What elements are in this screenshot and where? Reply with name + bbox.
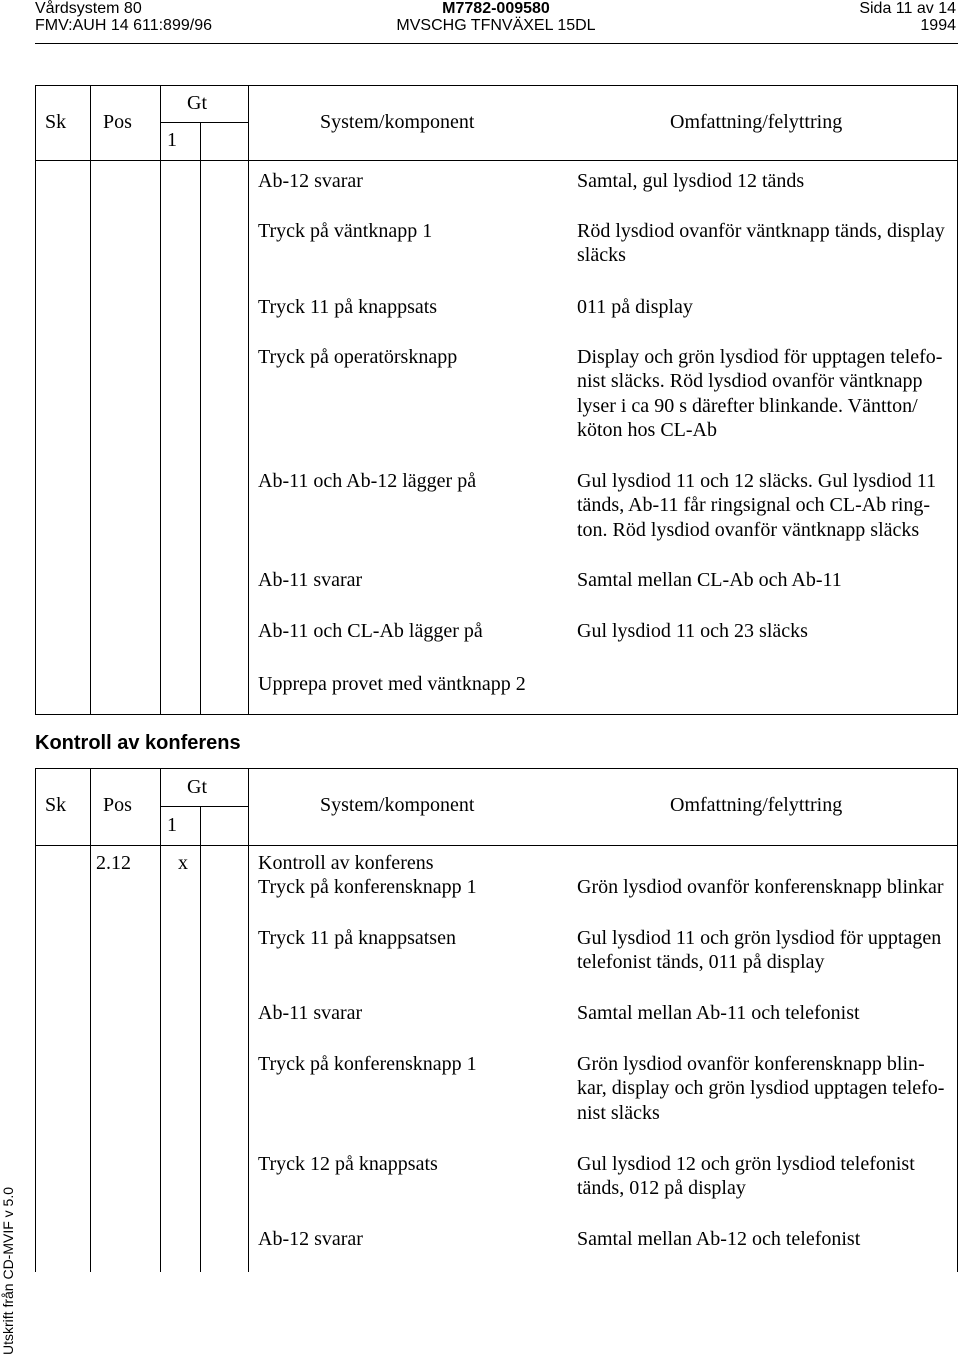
expected-result-line: tänds, Ab-11 får ringsignal och CL-Ab ring- [577, 494, 931, 517]
step-action [258, 851, 477, 900]
step-action [258, 672, 526, 696]
step-action [258, 295, 437, 319]
expected-result-line: Samtal mellan Ab-11 och telefonist [577, 1002, 860, 1024]
expected-result [577, 926, 941, 975]
position-number: 2.12 [96, 852, 131, 874]
expected-result-line: Gul lysdiod 11 och grön lysdiod för upptagen [577, 927, 942, 949]
column-header-pos: Pos [103, 794, 132, 816]
table-top-border [35, 85, 958, 86]
step-action [258, 469, 476, 493]
expected-result [577, 295, 693, 319]
step-action-line: Tryck 12 på knappsats [258, 1153, 438, 1175]
step-action [258, 345, 457, 369]
expected-result [577, 219, 945, 268]
document-number: M7782-009580 [442, 0, 550, 17]
expected-result [577, 1001, 860, 1025]
section-title: Kontroll av konferens [35, 732, 241, 754]
expected-result-line: Display och grön lysdiod för upptagen telefo- [577, 346, 943, 368]
column-header-gt: Gt [187, 92, 207, 114]
table-top-border [35, 768, 958, 769]
expected-result-line: tänds, 012 på display [577, 1177, 746, 1200]
expected-result-line: Samtal mellan Ab-12 och telefonist [577, 1228, 861, 1250]
step-action [258, 169, 363, 193]
expected-result-line: Samtal mellan CL-Ab och Ab-11 [577, 569, 842, 591]
document-year: 1994 [920, 17, 956, 34]
expected-result-line: Gul lysdiod 11 och 23 släcks [577, 620, 808, 642]
expected-result-line: ton. Röd lysdiod ovanför väntknapp släcks [577, 518, 920, 541]
step-action-line: Ab-11 svarar [258, 1002, 363, 1024]
page-number: Sida 11 av 14 [859, 0, 956, 17]
column-header-gt-1: 1 [167, 814, 177, 836]
step-action-line: Tryck på operatörsknapp [258, 346, 458, 368]
column-rule-sk-pos [90, 85, 91, 715]
step-action-line: Ab-12 svarar [258, 1228, 363, 1250]
table-bottom-border [35, 714, 958, 715]
step-action-line: Kontroll av konferens [258, 852, 434, 874]
expected-result-line: Grön lysdiod ovanför konferensknapp blin- [577, 1053, 925, 1075]
expected-result [577, 1152, 915, 1201]
step-action-line: Tryck på konferensknapp 1 [258, 876, 477, 899]
expected-result [577, 469, 936, 542]
expected-result-line: Gul lysdiod 11 och 12 släcks. Gul lysdiod 11 [577, 470, 937, 492]
step-action-line: Ab-11 och CL-Ab lägger på [258, 620, 483, 642]
column-rule-pos-gt [160, 768, 161, 1272]
step-action-line: Ab-11 svarar [258, 569, 363, 591]
step-action [258, 619, 483, 643]
table-left-border [35, 85, 36, 715]
expected-result-line: kar, display och grön lysdiod upptagen telefo- [577, 1077, 945, 1100]
table-left-border [35, 768, 36, 1272]
step-action [258, 926, 456, 950]
column-rule-sk-pos [90, 768, 91, 1272]
expected-result-line: 011 på display [577, 296, 693, 318]
step-action-line: Tryck på väntknapp 1 [258, 220, 433, 242]
gt-subheader-rule [160, 806, 248, 807]
header-rule [35, 43, 958, 44]
expected-result [577, 1227, 860, 1251]
step-action [258, 568, 362, 592]
column-header-gt: Gt [187, 776, 207, 798]
expected-result [577, 568, 842, 592]
expected-result [577, 875, 944, 899]
step-action-line: Tryck 11 på knappsatsen [258, 927, 456, 949]
expected-result [577, 619, 808, 643]
column-header-gt-1: 1 [167, 129, 177, 151]
column-header-omfattning: Omfattning/felyttring [670, 111, 843, 133]
expected-result-line: nist släcks. Röd lysdiod ovanför väntknapp [577, 370, 923, 393]
step-action [258, 1052, 477, 1076]
column-header-sk: Sk [45, 111, 67, 133]
expected-result-line: Gul lysdiod 12 och grön lysdiod telefonist [577, 1153, 915, 1175]
column-rule-gt-system [248, 85, 249, 715]
fmv-reference: FMV:AUH 14 611:899/96 [35, 17, 212, 34]
table-right-border [957, 768, 958, 1272]
document-title: MVSCHG TFNVÄXEL 15DL [396, 17, 596, 34]
expected-result-line: Röd lysdiod ovanför väntknapp tänds, display [577, 220, 945, 242]
column-header-pos: Pos [103, 111, 132, 133]
step-action [258, 1227, 363, 1251]
expected-result-line: köton hos CL-Ab [577, 419, 717, 442]
column-rule-gt-system [248, 768, 249, 1272]
expected-result-line: nist släcks [577, 1101, 660, 1124]
expected-result-line: telefonist tänds, 011 på display [577, 951, 825, 974]
column-rule-gt-sub [200, 122, 201, 715]
table-header-rule [35, 845, 958, 846]
column-rule-gt-sub [200, 806, 201, 1272]
gt-subheader-rule [160, 122, 248, 123]
step-action-line: Tryck 11 på knappsats [258, 296, 438, 318]
expected-result-line: släcks [577, 244, 626, 267]
expected-result [577, 1052, 944, 1125]
step-action-line: Ab-12 svarar [258, 170, 363, 192]
print-source-note: Utskrift från CD-MVIF v 5.0 [0, 1186, 16, 1355]
step-action-line: Tryck på konferensknapp 1 [258, 1053, 477, 1075]
gt-mark: x [178, 852, 188, 874]
expected-result-line: Grön lysdiod ovanför konferensknapp blinkar [577, 876, 944, 899]
column-header-system: System/komponent [320, 794, 475, 816]
expected-result [577, 345, 942, 443]
step-action [258, 219, 432, 243]
expected-result-line: Samtal, gul lysdiod 12 tänds [577, 170, 805, 192]
step-action-line: Upprepa provet med väntknapp 2 [258, 673, 526, 695]
step-action [258, 1152, 438, 1176]
system-name: Vårdsystem 80 [35, 0, 142, 17]
column-header-sk: Sk [45, 794, 67, 816]
column-header-omfattning: Omfattning/felyttring [670, 794, 843, 816]
column-rule-pos-gt [160, 85, 161, 715]
table-header-rule [35, 160, 958, 161]
table-right-border [957, 85, 958, 715]
expected-result-line: lyser i ca 90 s därefter blinkande. Väntton/ [577, 394, 918, 417]
expected-result [577, 169, 804, 193]
step-action-line: Ab-11 och Ab-12 lägger på [258, 470, 477, 492]
column-header-system: System/komponent [320, 111, 475, 133]
step-action [258, 1001, 362, 1025]
